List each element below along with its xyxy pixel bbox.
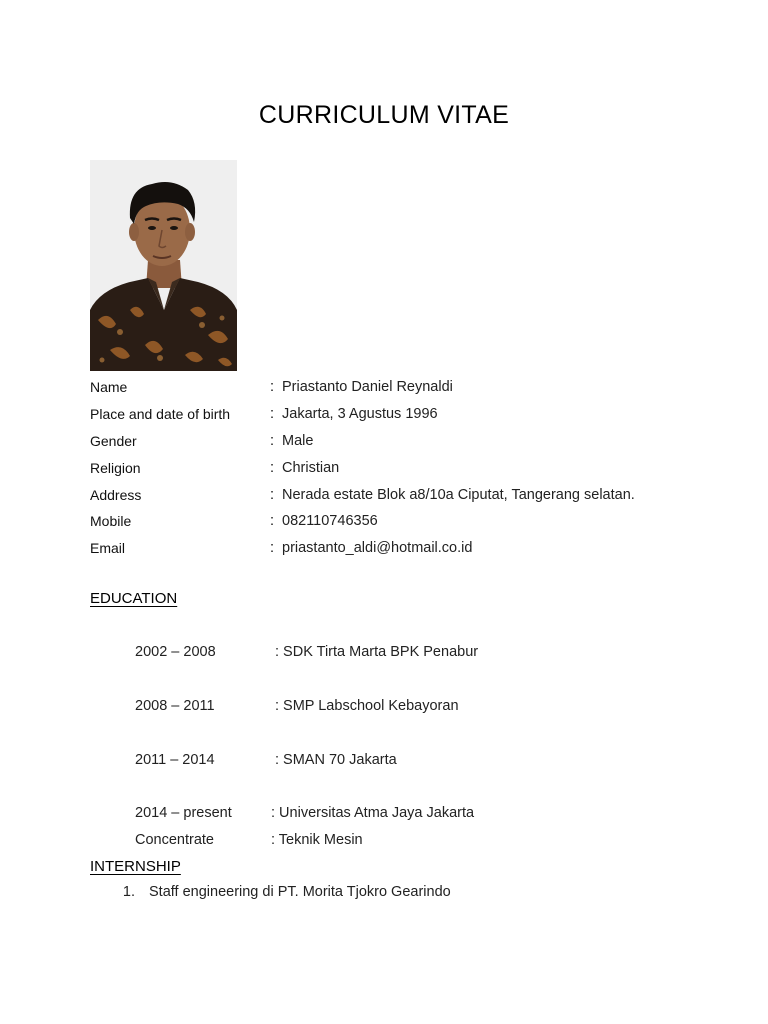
- info-value-email: priastanto_aldi@hotmail.co.id: [282, 540, 473, 557]
- education-school: : Universitas Atma Jaya Jakarta: [271, 805, 475, 821]
- education-entry: [135, 752, 397, 768]
- info-row-email: [90, 535, 730, 562]
- info-value-religion: Christian: [282, 459, 340, 476]
- internship-list-item: [90, 884, 451, 900]
- internship-number: 1.: [122, 884, 135, 900]
- education-period: Concentrate: [135, 832, 214, 848]
- info-label: Address: [90, 486, 142, 503]
- info-label: Email: [90, 540, 126, 557]
- info-value-gender: Male: [282, 432, 314, 449]
- education-school: : SMAN 70 Jakarta: [275, 752, 397, 768]
- info-value-mobile: 082110746356: [282, 513, 378, 530]
- education-entry: [135, 805, 474, 821]
- internship-text: Staff engineering di PT. Morita Tjokro Gearindo: [149, 884, 451, 900]
- info-value-address: Nerada estate Blok a8/10a Ciputat, Tangerang selatan.: [282, 486, 635, 503]
- education-entry: [135, 644, 478, 660]
- info-separator: :: [270, 406, 275, 423]
- info-row-name: [90, 374, 730, 401]
- profile-photo: [90, 160, 237, 371]
- education-school: : SMP Labschool Kebayoran: [275, 698, 459, 714]
- info-label: Name: [90, 379, 128, 396]
- info-label: Place and date of birth: [90, 406, 231, 423]
- info-row-mobile: [90, 508, 730, 535]
- info-label: Mobile: [90, 513, 132, 530]
- info-separator: :: [270, 432, 275, 449]
- info-value-name: Priastanto Daniel Reynaldi: [282, 379, 453, 396]
- education-period: 2014 – present: [135, 805, 232, 821]
- education-period: 2011 – 2014: [135, 752, 215, 768]
- education-heading: EDUCATION: [90, 590, 178, 607]
- info-separator: :: [270, 513, 275, 530]
- education-entry: [135, 698, 459, 714]
- education-school: : SDK Tirta Marta BPK Penabur: [275, 644, 479, 660]
- info-separator: :: [270, 486, 275, 503]
- info-label: Gender: [90, 432, 137, 449]
- info-value-birth: Jakarta, 3 Agustus 1996: [282, 406, 438, 423]
- info-separator: :: [270, 540, 275, 557]
- info-row-religion: [90, 454, 730, 481]
- education-period: 2002 – 2008: [135, 644, 216, 660]
- internship-heading: INTERNSHIP: [90, 858, 181, 875]
- education-period: 2008 – 2011: [135, 698, 215, 714]
- info-row-gender: [90, 428, 730, 455]
- info-label: Religion: [90, 459, 141, 476]
- personal-info: [90, 374, 730, 562]
- page-title: CURRICULUM VITAE: [258, 101, 510, 129]
- info-separator: :: [270, 379, 275, 396]
- info-separator: :: [270, 459, 275, 476]
- education-concentration: : Teknik Mesin: [271, 832, 363, 848]
- info-row-address: [90, 481, 730, 508]
- info-row-birth: [90, 401, 730, 428]
- education-entry: [135, 832, 363, 848]
